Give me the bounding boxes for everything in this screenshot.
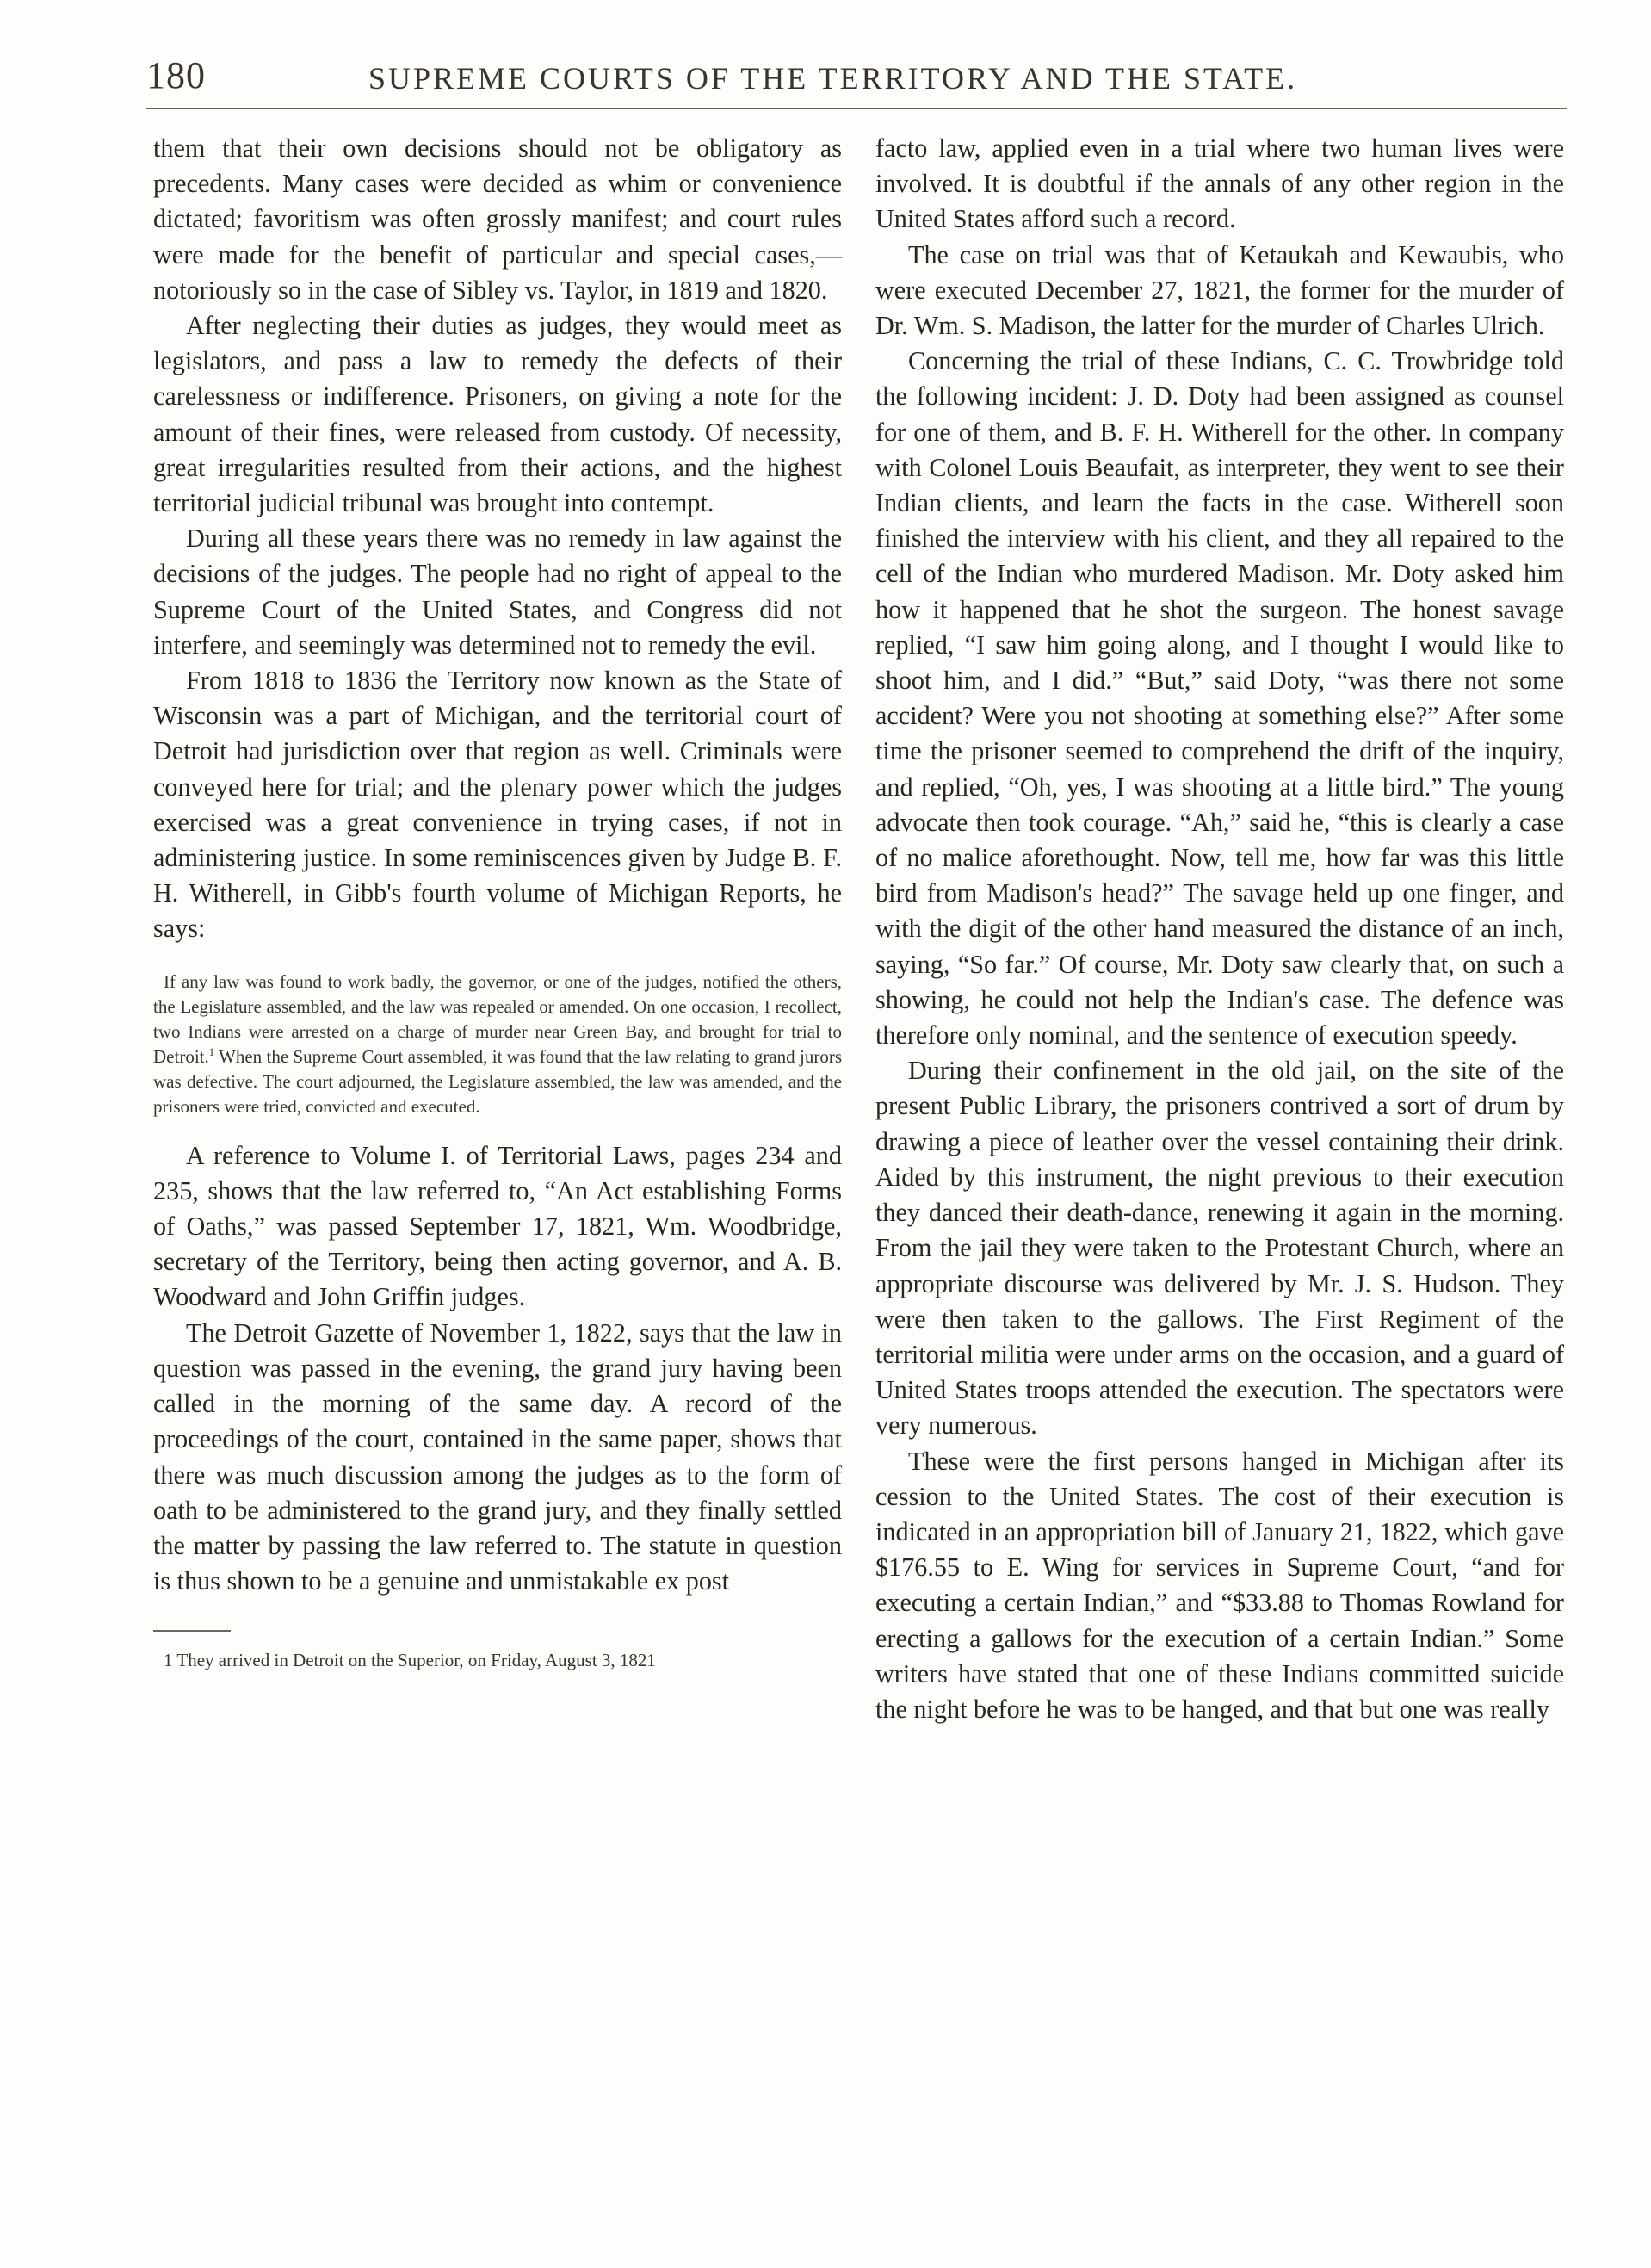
footnote-ref: 1 [208, 1045, 215, 1058]
paragraph: During all these years there was no remedy in law against the decisions of the judges. The people had no right of appeal to the Supreme Court of the United States, and Congress did not interfere, and seemingly was determined not to remedy the evil. [153, 524, 842, 660]
paragraph: After neglecting their duties as judges, they would meet as legislators, and pass a law to remedy the defects of their carelessness or indifference. Prisoners, on giving a note for the amount of their fines, were released from custody. Of necessity, great irregularities resulted from their actions, and the highest territorial judicial tribunal was brought into contempt. [153, 311, 842, 518]
footnote: 1 They arrived in Detroit on the Superior, on Friday, August 3, 1821 [164, 1650, 656, 1671]
paragraph: From 1818 to 1836 the Territory now known as the State of Wisconsin was a part of Michigan, and the territorial court of Detroit had jurisdiction over that region as well. Criminals were conveyed here for trial; and the plenary power which the judges exercised was a great convenience in trying cases, if not in administering justice. In some reminiscences given by Judge B. F. H. Witherell, in Gibb's fourth volume of Michigan Reports, he says: [153, 666, 842, 944]
paragraph: The Detroit Gazette of November 1, 1822, says that the law in question was passed in the evening, the grand jury having been called in the morning of the same day. A record of the proceedings of the court, contained in the same paper, shows that there was much discussion among the judges as to the form of oath to be administered to the grand jury, and they finally settled the matter by passing the law referred to. The statute in question is thus shown to be a genuine and unmistakable ex post [153, 1317, 842, 1596]
left-column [153, 131, 842, 1673]
running-head: SUPREME COURTS OF THE TERRITORY AND THE STATE. [368, 61, 1298, 96]
paragraph: Concerning the trial of these Indians, C. C. Trowbridge told the following incident: J. D. Doty had been assigned as counsel for one of them, and B. F. H. Witherell for the other. In company with Colonel Louis Beaufait, as interpreter, they went to see their Indian clients, and learn the facts in the case. Witherell soon finished the interview with his client, and they all repaired to the cell of the Indian who murdered Madison. Mr. Doty asked him how it happened that he shot the surgeon. The honest savage replied, “I saw him going along, and I thought I would like to shoot him, and I did.” “But,” said Doty, “was there not some accident? Were you not shooting at something else?” After some time the prisoner seemed to comprehend the drift of the inquiry, and replied, “Oh, yes, I was shooting at a little bird.” The young advocate then took courage. “Ah,” said he, “this is clearly a case of no malice aforethought. Now, tell me, how far was this little bird from Madison's head?” The savage held up one finger, and with the digit of the other hand measured the distance of an inch, saying, “So far.” Of course, Mr. Doty saw clearly that, on such a showing, he could not help the Indian's case. The defence was therefore only nominal, and the sentence of execution speedy. [875, 346, 1564, 1050]
page-header [146, 53, 1567, 102]
block-quote-text: When the Supreme Court assembled, it was found that the law relating to grand jurors was defective. The court adjourned, the Legislature assembled, the law was amended, and the prisoners were tried, convicted and executed. [153, 1045, 842, 1117]
paragraph: facto law, applied even in a trial where two human lives were involved. It is doubtful if the annals of any other region in the United States afford such a record. [875, 133, 1564, 234]
block-quote-text: If any law was found to work badly, the governor, or one of the judges, notified the others, the Legislature assembled, and the law was repealed or amended. On one occasion, I recollect, two Indians were arrested on a charge of murder near Green Bay, and brought for trial to Detroit. [153, 970, 842, 1067]
header-rule [146, 108, 1567, 109]
page-number: 180 [146, 54, 206, 96]
paragraph: The case on trial was that of Ketaukah and Kewaubis, who were executed December 27, 1821, the former for the murder of Dr. Wm. S. Madison, the latter for the murder of Charles Ulrich. [875, 239, 1564, 341]
paragraph: A reference to Volume I. of Territorial Laws, pages 234 and 235, shows that the law referred to, “An Act establishing Forms of Oaths,” was passed September 17, 1821, Wm. Woodbridge, secretary of the Territory, being then acting governor, and A. B. Woodward and John Griffin judges. [153, 1140, 842, 1312]
right-column [875, 131, 1564, 1727]
paragraph: them that their own decisions should not be obligatory as precedents. Many cases were decided as whim or convenience dictated; favoritism was often grossly manifest; and court rules were made for the benefit of particular and special cases,—notoriously so in the case of Sibley vs. Taylor, in 1819 and 1820. [153, 133, 842, 305]
paragraph: These were the first persons hanged in Michigan after its cession to the United States. The cost of their execution is indicated in an appropriation bill of January 21, 1822, which gave $176.55 to E. Wing for services in Supreme Court, “and for executing a certain Indian,” and “$33.88 to Thomas Rowland for erecting a gallows for the execution of a certain Indian.” Some writers have stated that one of these Indians committed suicide the night before he was to be hanged, and that but one was really [875, 1446, 1564, 1724]
footnote-rule [153, 1630, 231, 1632]
paragraph: During their confinement in the old jail, on the site of the present Public Library, the prisoners contrived a sort of drum by drawing a piece of leather over the vessel containing their drink. Aided by this instrument, the night previous to their execution they danced their death-dance, renewing it again in the morning. From the jail they were taken to the Protestant Church, where an appropriate discourse was delivered by Mr. J. S. Hudson. They were then taken to the gallows. The First Regiment of the territorial militia were under arms on the occasion, and a guard of United States troops attended the execution. The spectators were very numerous. [875, 1056, 1564, 1441]
block-quote [153, 970, 842, 1119]
